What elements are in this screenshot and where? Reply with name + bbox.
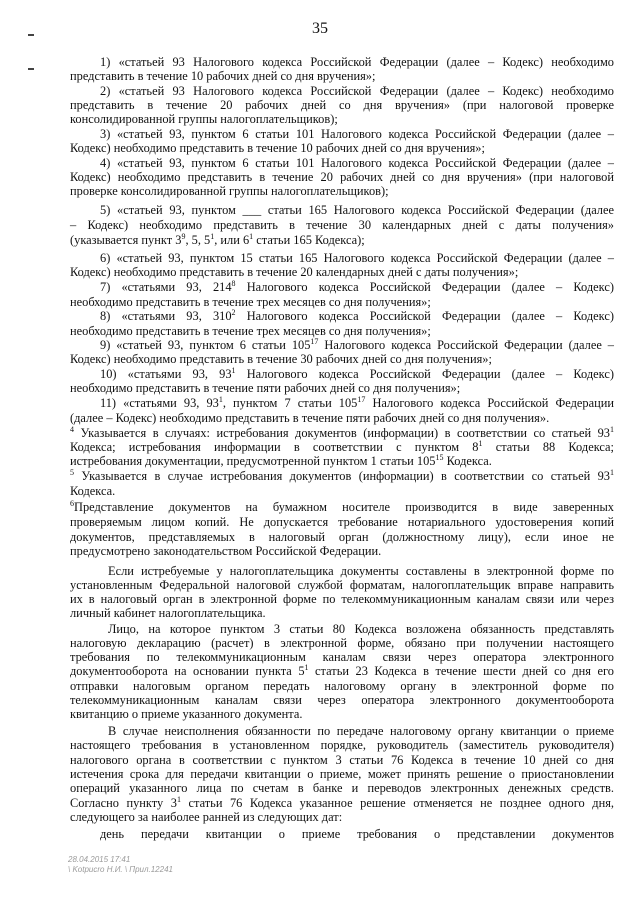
text-line: Согласно пункту $3^1$ статьи 76 Кодекса указанное решение отменяется не позднее одного дня,	[70, 795, 614, 810]
text-line: 7) «статьями 93, $214^8$ Налогового кодекса Российской Федерации (далее – Кодекс)	[100, 279, 614, 294]
footer-author: \ Kotpucro H.И. \ Прил.12241	[68, 865, 173, 874]
page-number: 35	[312, 20, 328, 37]
text-line: следующего за наиболее ранней из следующих дат:	[70, 810, 343, 824]
text-line: Кодекс) необходимо представить в течение 10 рабочих дней со дня вручения»;	[70, 141, 485, 155]
text-line: личный кабинет налогоплательщика.	[70, 606, 266, 620]
text-line: 5) «статьей 93, пунктом ___ статьи 165 Налогового кодекса Российской Федерации (далее	[100, 203, 614, 217]
text-line: Кодекс) необходимо представить в течение 20 рабочих дней со дня вручения» (при налоговой	[70, 170, 614, 184]
text-line: представить в течение 20 рабочих дней со дня вручения» (при налоговой проверке	[70, 98, 614, 112]
text-line: день передачи квитанции о приеме требования о представлении документов	[100, 827, 614, 841]
footnote-line: Кодекса; истребования информации в соответствии с пунктом $8^1$ статьи 88 Кодекса;	[70, 439, 615, 454]
text-line: их в налоговый орган в электронной форме по телекоммуникационным каналам связи или через	[70, 592, 614, 606]
text-line: проверяемым лицом копий. Не допускается требование нотариального удостоверения копий	[70, 515, 614, 529]
text-line: отправки налоговым органом передать налоговому органу в электронной форме по	[70, 679, 614, 693]
text-line: В случае неисполнения обязанности по передаче налоговому органу квитанции о приеме	[108, 724, 614, 738]
text-line: необходимо представить в течение пяти рабочих дней со дня получения»;	[70, 381, 461, 395]
text-line: необходимо представить в течение трех месяцев со дня получения»;	[70, 295, 431, 309]
text-line: 4) «статьей 93, пунктом 6 статьи 101 Налогового кодекса Российской Федерации (далее –	[100, 156, 614, 170]
text-line: квитанцию о приеме указанного документа.	[70, 707, 303, 721]
text-line: 11) «статьями 93, $93^1$, пунктом 7 статьи $105^{17}$ Налогового кодекса Российской Федерации	[100, 395, 615, 410]
text-line: документов, представляемых в налоговый орган (должностному лицу), если иное не	[70, 530, 614, 544]
text-line: установленным Федеральной налоговой службой форматам, налогоплательщик вправе направить	[70, 578, 614, 592]
text-line: (указывается пункт $3^9$, 5, $5^1$, или $6^1$ статьи 165 Кодекса);	[70, 232, 365, 247]
footnote-line: $^5$ Указывается в случае истребования документов (информации) в соответствии со статьей $93^1$	[70, 468, 614, 483]
text-line: 9) «статьей 93, пунктом 6 статьи $105^{17}$ Налогового кодекса Российской Федерации (далее –	[100, 337, 614, 352]
footnote-line: Кодекса.	[70, 484, 116, 498]
text-line: Если истребуемые у налогоплательщика документы составлены в электронной форме по	[108, 564, 614, 578]
footnote-line: $^6$Представление документов на бумажном носителе производится в виде заверенных	[70, 499, 614, 514]
text-line: представить в течение 10 рабочих дней со дня вручения»;	[70, 69, 376, 83]
text-line: 1) «статьей 93 Налогового кодекса Российской Федерации (далее – Кодекс) необходимо	[100, 55, 614, 69]
text-line: операций указанного лица по счетам в банке и переводов электронных денежных средств.	[70, 781, 614, 795]
text-line: Кодекс) необходимо представить в течение 20 календарных дней с даты получения»;	[70, 265, 519, 279]
text-line: консолидированной группы налогоплательщиков);	[70, 112, 338, 126]
text-line: телекоммуникационным каналам связи через оператора электронного документооборота	[70, 693, 614, 707]
margin-mark	[28, 34, 34, 36]
text-line: налоговую декларацию (расчет) в электронной форме, обязано при получении настоящего	[70, 636, 614, 650]
footnote-line: $^4$ Указывается в случаях: истребования документов (информации) в соответствии со статьей $93^1$	[70, 425, 614, 440]
text-line: документооборота на основании пункта $5^1$ статьи 23 Кодекса в течение шести дней со дня его	[70, 663, 614, 678]
footnote-line: истребования документации, предусмотренной пунктом 1 статьи $105^{15}$ Кодекса.	[70, 453, 492, 468]
text-line: требования по телекоммуникационным каналам связи через оператора электронного	[70, 650, 614, 664]
text-line: – Кодекс) необходимо представить в течение 30 календарных дней с даты получения»	[70, 218, 614, 232]
margin-mark	[28, 68, 34, 70]
text-line: налогового органа в соответствии с пунктом 3 статьи 76 Кодекса в течение 10 дней со дня	[70, 753, 614, 767]
text-line: необходимо представить в течение трех месяцев со дня получения»;	[70, 324, 431, 338]
text-line: настоящего требования в установленном порядке, руководитель (заместитель руководителя)	[70, 738, 614, 752]
footer-date: 28.04.2015 17:41	[68, 855, 131, 864]
text-line: (далее – Кодекс) необходимо представить в течение пяти рабочих дней со дня получения».	[70, 411, 550, 425]
text-line: Лицо, на которое пунктом 3 статьи 80 Кодекса возложена обязанность представлять	[108, 622, 614, 636]
text-line: 10) «статьями 93, $93^1$ Налогового кодекса Российской Федерации (далее – Кодекс)	[100, 366, 614, 381]
text-line: 3) «статьей 93, пунктом 6 статьи 101 Налогового кодекса Российской Федерации (далее –	[100, 127, 614, 141]
text-line: проверке консолидированной группы налогоплательщиков);	[70, 184, 389, 198]
text-line: истечения срока для передачи квитанции о приеме, может принять решение о приостановлении	[70, 767, 614, 781]
text-line: 6) «статьей 93, пунктом 15 статьи 165 Налогового кодекса Российской Федерации (далее –	[100, 251, 614, 265]
text-line: 8) «статьями 93, $310^2$ Налогового кодекса Российской Федерации (далее – Кодекс)	[100, 308, 614, 323]
text-line: Кодекс) необходимо представить в течение 30 рабочих дней со дня получения»;	[70, 352, 492, 366]
text-line: предусмотрено законодательством Российской Федерации.	[70, 544, 382, 558]
text-line: 2) «статьей 93 Налогового кодекса Российской Федерации (далее – Кодекс) необходимо	[100, 84, 614, 98]
